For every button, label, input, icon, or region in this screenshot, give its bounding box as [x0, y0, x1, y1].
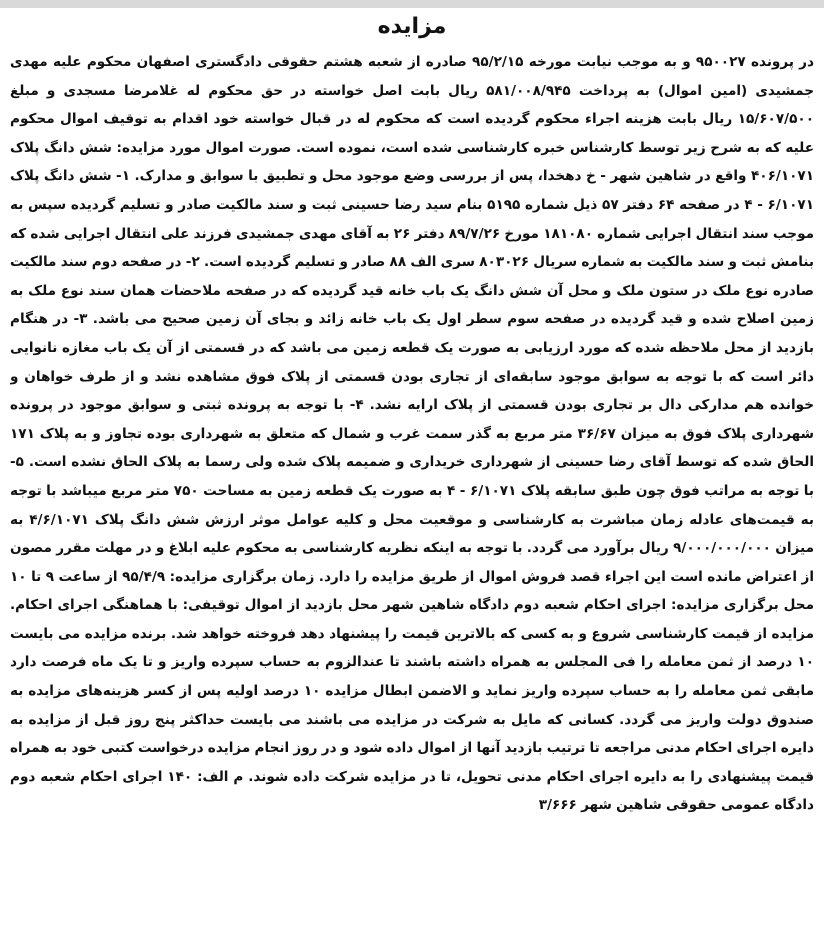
top-border-band [0, 0, 824, 8]
notice-title: مزایده [377, 14, 447, 39]
notice-body-text: در پرونده ۹۵۰۰۲۷ و به موجب نیابت مورخه ۹۵/۲/۱۵ صادره از شعبه هشتم حقوقی دادگستری اصفهان محکوم علیه مهدی جمشیدی (امین اموال) به پرداخت ۵۸۱/۰۰۸/۹۴۵ ریال بابت اصل خواسته در حق محکوم له غلامرضا مسجدی و مبلغ ۱۵/۶۰۷/۵۰۰ ریال بابت هزینه اجراء محکوم گردیده است که محکوم له در قبال خواسته خود اقدام به توقیف اموال محکوم علیه که به شرح زیر توسط کارشناس خبره کارشناسی شده است، نموده است. صورت اموال مورد مزایده: شش دانگ پلاک ۴۰۶/۱۰۷۱ واقع در شاهین شهر - خ دهخدا، پس از بررسی وضع موجود محل و تطبیق با سوابق و مدارک. ۱- شش دانگ پلاک ۶/۱۰۷۱ - ۴ در صفحه ۶۴ دفتر ۵۷ ذیل شماره ۵۱۹۵ بنام سید رضا حسینی ثبت و سند مالکیت صادر و تسلیم گردیده سپس به موجب سند انتقال اجرایی شماره ۱۸۱۰۸۰ مورخ ۸۹/۷/۲۶ دفتر ۲۶ به آقای مهدی جمشیدی فرزند علی انتقال اجرایی شده که بنامش ثبت و سند مالکیت به شماره سریال ۸۰۳۰۲۶ سری الف ۸۸ صادر و تسلیم گردیده است. ۲- در صفحه دوم سند مالکیت صادره نوع ملک در ستون ملک و محل آن شش دانگ یک باب خانه قید گردیده که در صفحه ملاحضات همان سند نوع ملک به زمین اصلاح شده و قید گردیده در صفحه سوم سطر اول یک باب خانه زائد و بجای آن زمین صحیح می باشد. ۳- در هنگام بازدید از محل ملاحظه شده که مورد ارزیابی به صورت یک قطعه زمین می باشد که در قسمتی از آن یک باب مغازه نانوایی دائر است که با توجه به سوابق موجود سابقه‌ای از تجاری بودن قسمتی از پلاک فوق مشاهده نشد و از طرف خواهان و خوانده هم مدارکی دال بر تجاری بودن قسمتی از پلاک ارایه نشد. ۴- با توجه به پرونده ثبتی و سوابق موجود در پرونده شهرداری پلاک فوق به میزان ۳۶/۶۷ متر مربع به گذر سمت غرب و شمال که متعلق به شهرداری بوده تجاوز و به پلاک ۱۷۱ الحاق شده که توسط آقای رضا حسینی از شهرداری خریداری و ضمیمه پلاک شده ولی رسما به پلاک الحاق نشده است. ۵- با توجه به مراتب فوق چون طبق سابقه پلاک ۶/۱۰۷۱ - ۴ به صورت یک قطعه زمین به مساحت ۷۵۰ متر مربع میباشد با توجه به قیمت‌های عادله زمان مباشرت به کارشناسی و موقعیت محل و کلیه عوامل موثر ارزش شش دانگ پلاک ۴/۶/۱۰۷۱ به میزان ۹/۰۰۰/۰۰۰/۰۰۰ ریال برآورد می گردد. با توجه به اینکه نظریه کارشناسی به محکوم علیه ابلاغ و در مهلت مقرر مصون از اعتراض مانده است این اجراء قصد فروش اموال از طریق مزایده را دارد. زمان برگزاری مزایده: ۹۵/۴/۹ از ساعت ۹ تا ۱۰ محل برگزاری مزایده: اجرای احکام شعبه دوم دادگاه شاهین شهر محل بازدید از اموال توقیفی: با هماهنگی اجرای احکام. مزایده از قیمت کارشناسی شروع و به کسی که بالاترین قیمت را پیشنهاد دهد فروخته خواهد شد. برنده مزایده می بایست ۱۰ درصد از ثمن معامله را فی المجلس به همراه داشته باشند تا عندالزوم به حساب سپرده واریز و تا یک ماه فرصت دارد مابقی ثمن معامله را به حساب سپرده واریز نماید و الاضمن ابطال مزایده ۱۰ درصد اولیه پس از کسر هزینه‌های مزایده به صندوق دولت واریز می گردد. کسانی که مایل به شرکت در مزایده می باشند می بایست حداکثر پنج روز قبل از مزایده به دایره اجرای احکام مدنی مراجعه تا ترتیب بازدید آنها از اموال داده شود و در روز انجام مزایده درخواست کتبی خود به همراه قیمت پیشنهادی را به دایره اجرای احکام مدنی تحویل، تا در مزایده شرکت داده شوند. م الف: ۱۴۰ اجرای احکام شعبه دوم دادگاه عمومی حقوقی شاهین شهر ۳/۶۶۶ [10, 54, 814, 814]
auction-notice [10, 10, 814, 932]
